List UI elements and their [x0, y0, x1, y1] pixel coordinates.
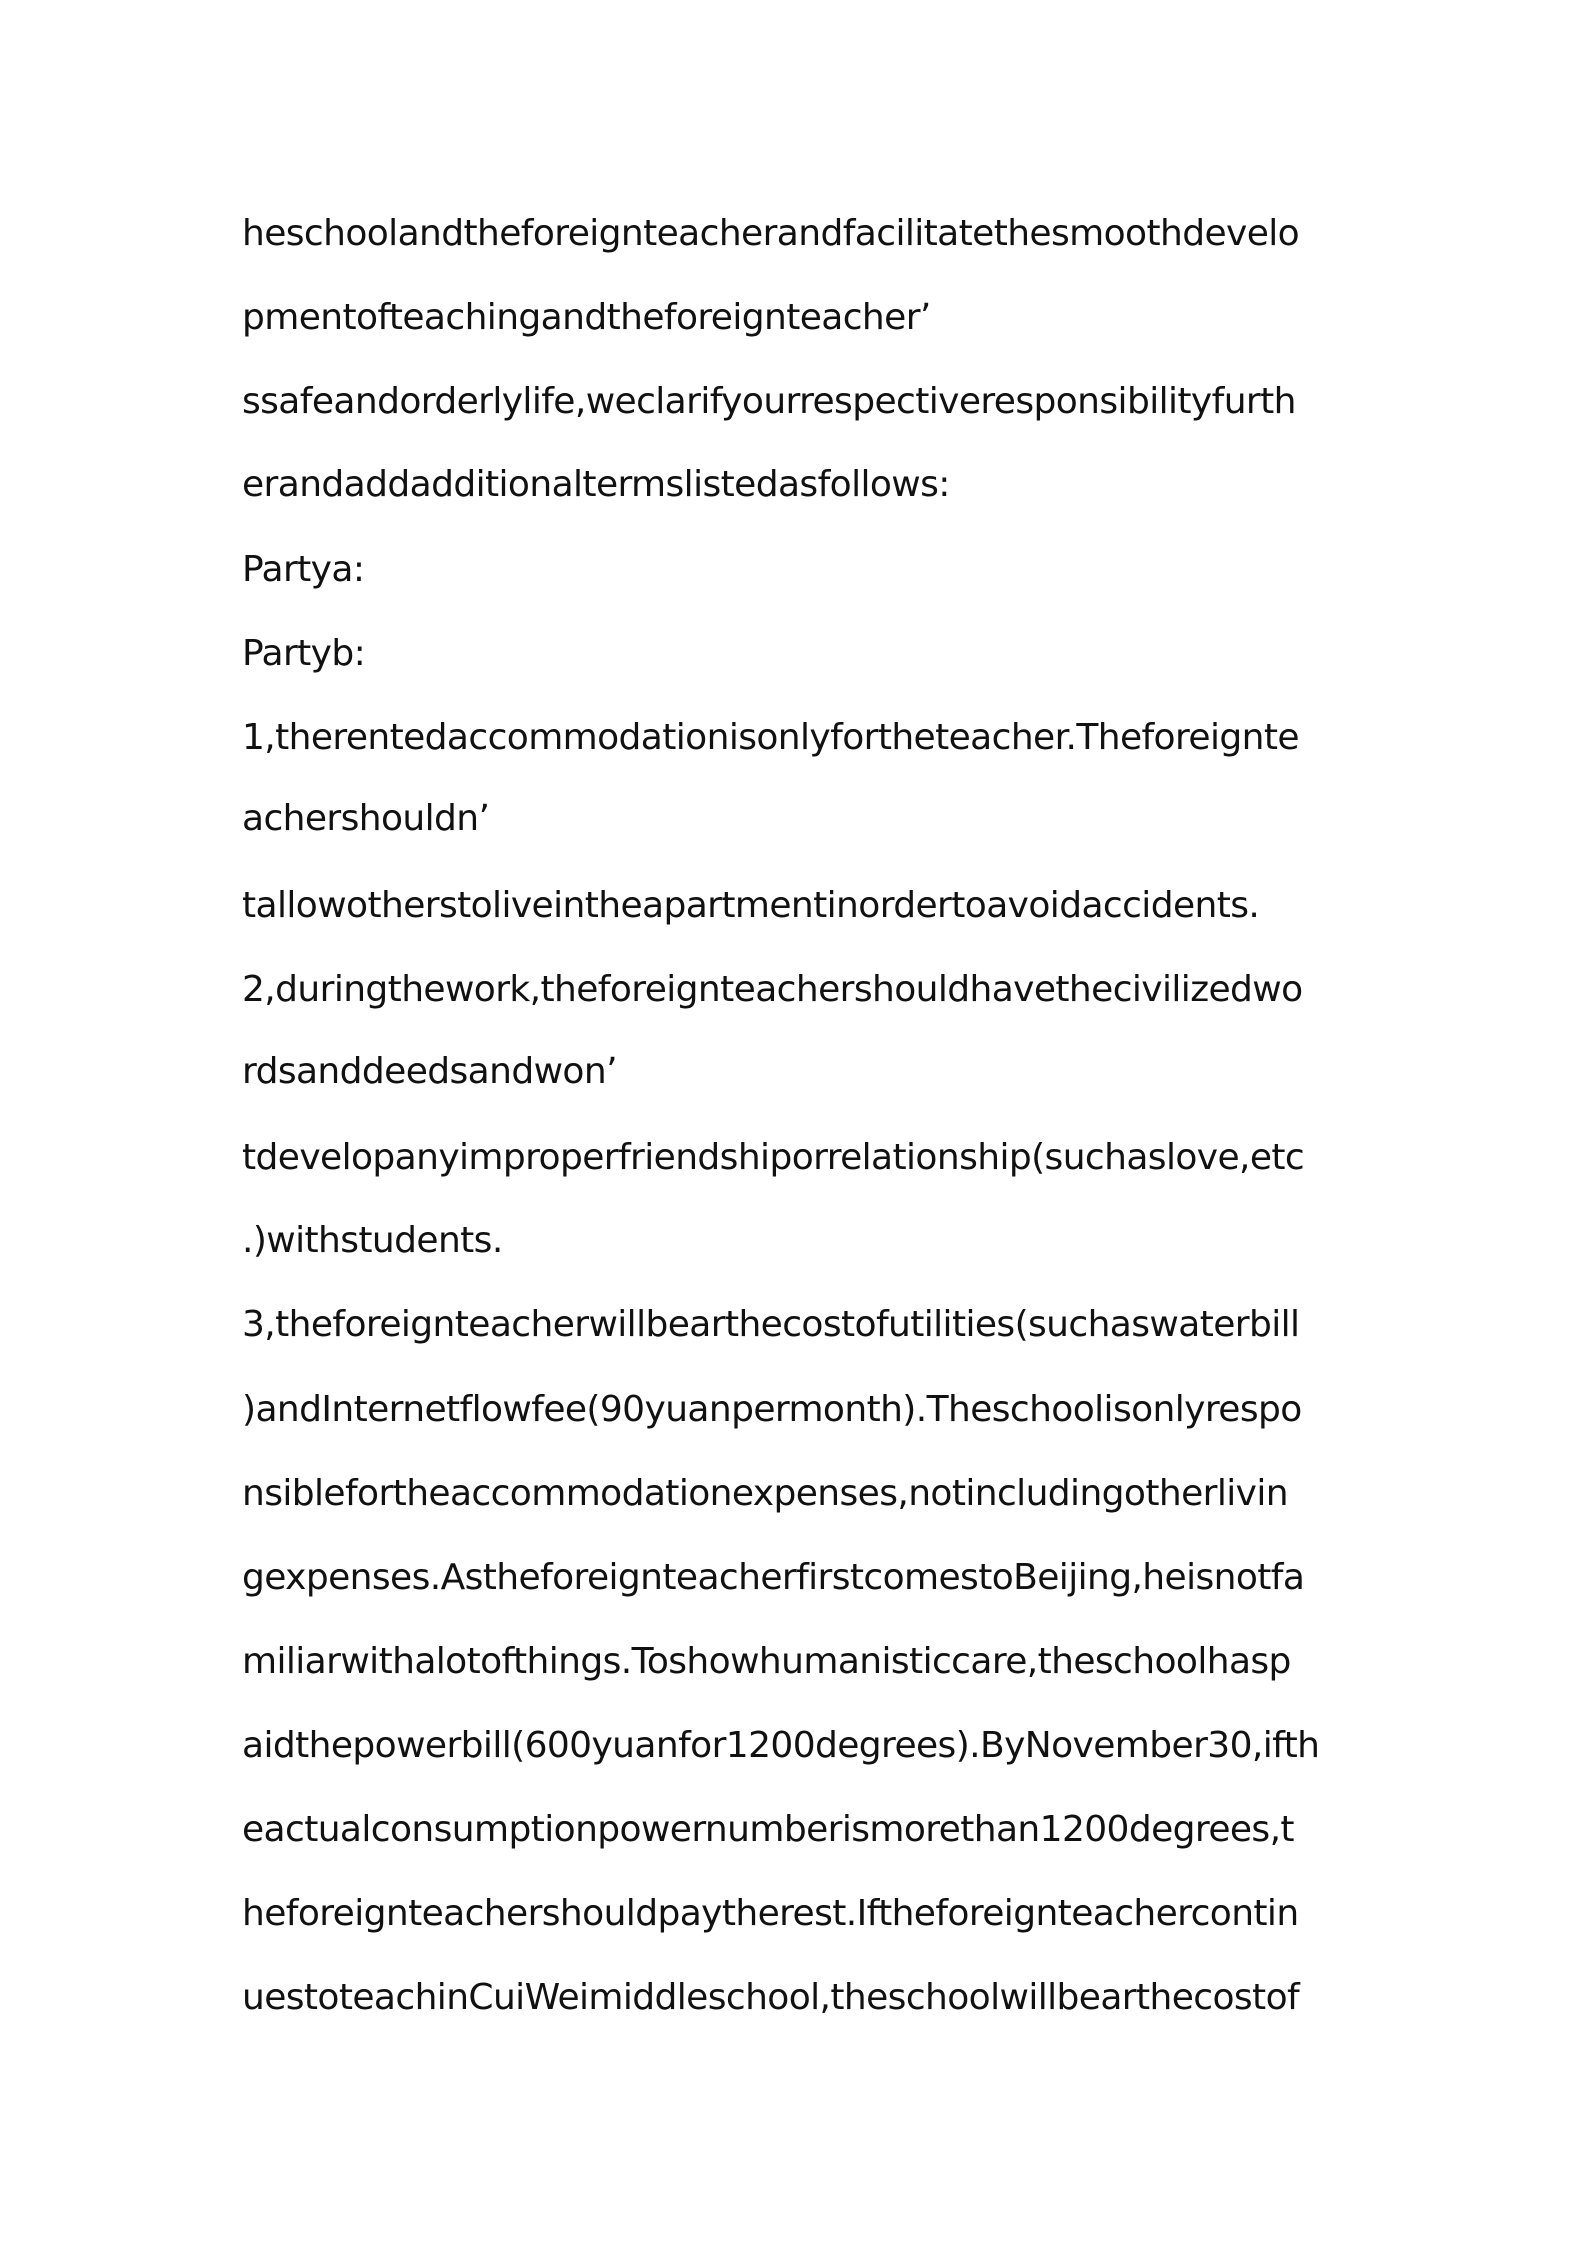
party-a-label: Partya: — [242, 549, 365, 590]
clause-3-line-1: 3,theforeignteacherwillbearthecostofutilities(suchaswaterbill — [242, 1304, 1300, 1345]
clause-1-line-2: achershouldn’ — [242, 798, 490, 839]
clause-3-line-9: uestoteachinCuiWeimiddleschool,theschoolwillbearthecostof — [242, 1977, 1300, 2018]
text-line-4: erandaddadditionaltermslistedasfollows: — [242, 464, 950, 505]
text-line-2: pmentofteachingandtheforeignteacher’ — [242, 297, 931, 338]
clause-2-line-3: tdevelopanyimproperfriendshiporrelationship(suchaslove,etc — [242, 1137, 1305, 1178]
clause-3-line-4: gexpenses.AstheforeignteacherfirstcomestoBeijing,heisnotfa — [242, 1557, 1305, 1598]
clause-1-line-1: 1,therentedaccommodationisonlyfortheteacher.Theforeignte — [242, 717, 1299, 758]
clause-3-line-3: nsiblefortheaccommodationexpenses,notincludingotherlivin — [242, 1473, 1288, 1514]
clause-1-line-3: tallowotherstoliveintheapartmentinordertoavoidaccidents. — [242, 885, 1260, 926]
clause-3-line-7: eactualconsumptionpowernumberismorethan1200degrees,t — [242, 1809, 1294, 1850]
text-line-1: heschoolandtheforeignteacherandfacilitatethesmoothdevelo — [242, 213, 1300, 254]
clause-3-line-6: aidthepowerbill(600yuanfor1200degrees).ByNovember30,ifth — [242, 1725, 1320, 1766]
clause-3-line-2: )andInternetflowfee(90yuanpermonth).Theschoolisonlyrespo — [242, 1389, 1302, 1430]
clause-2-line-4: .)withstudents. — [242, 1220, 503, 1261]
clause-2-line-2: rdsanddeedsandwon’ — [242, 1051, 617, 1092]
text-line-3: ssafeandorderlylife,weclarifyourrespectiveresponsibilityfurth — [242, 381, 1296, 422]
clause-2-line-1: 2,duringthework,theforeignteachershouldhavethecivilizedwo — [242, 969, 1303, 1010]
party-b-label: Partyb: — [242, 633, 366, 674]
clause-3-line-5: miliarwithalotofthings.Toshowhumanisticcare,theschoolhasp — [242, 1641, 1291, 1682]
clause-3-line-8: heforeignteachershouldpaytherest.Iftheforeignteachercontin — [242, 1893, 1299, 1934]
